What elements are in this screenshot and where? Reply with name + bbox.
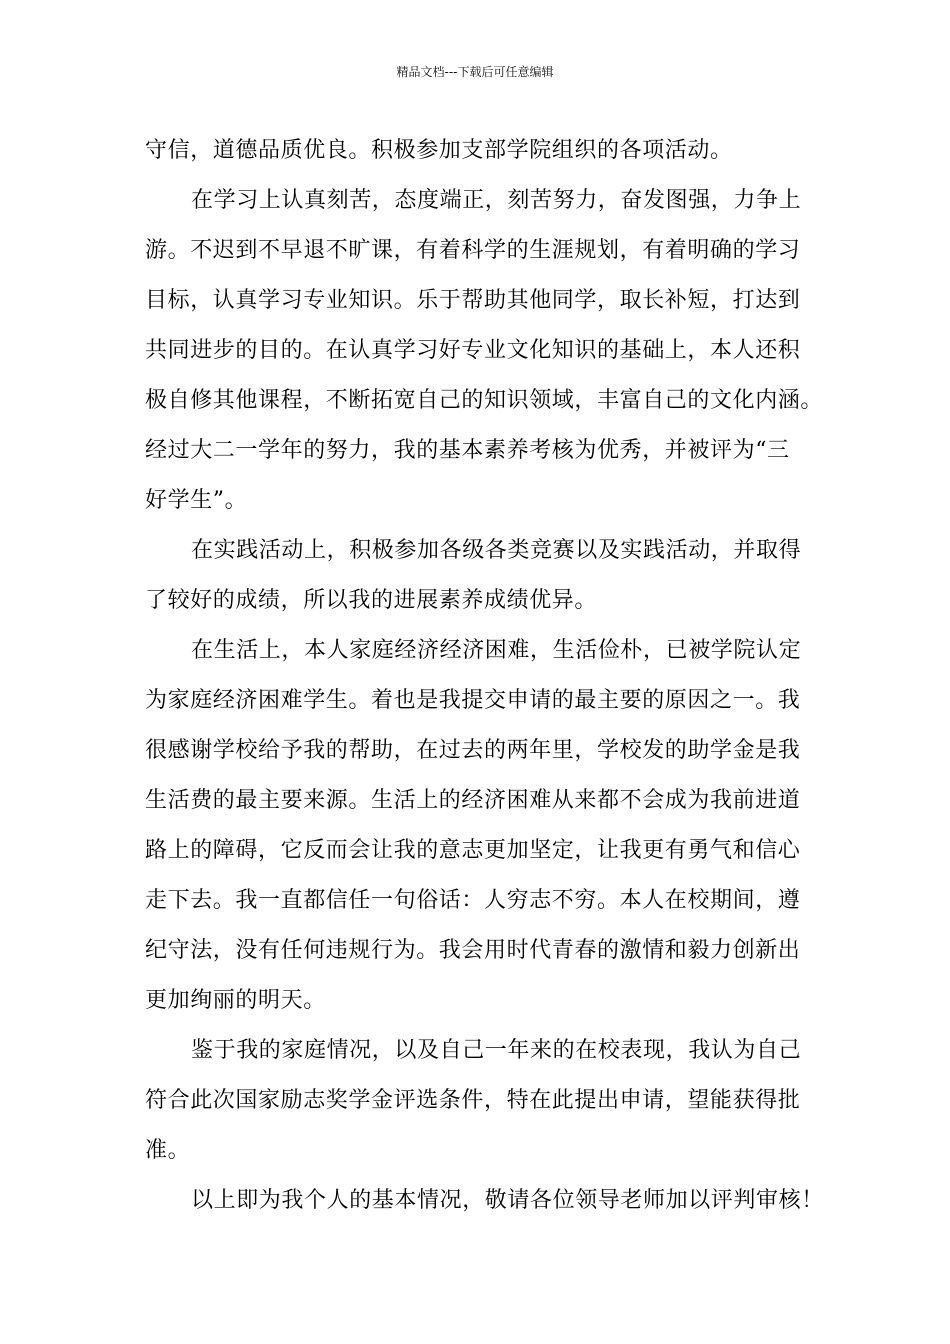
paragraph-start-line: 以上即为我个人的基本情况，敬请各位领导老师加以评判审核！ (191, 1188, 824, 1213)
text-line: 目标，认真学习专业知识。乐于帮助其他同学，取长补短，打达到 (145, 288, 801, 313)
page-header: 精品文档---下载后可任意编辑 (396, 65, 554, 79)
text-line: 共同进步的目的。在认真学习好专业文化知识的基础上，本人还积 (145, 338, 801, 363)
text-line: 经过大二一学年的努力，我的基本素养考核为优秀，并被评为“三 (145, 438, 790, 463)
paragraph-start-line: 鉴于我的家庭情况，以及自己一年来的在校表现，我认为自己 (191, 1038, 802, 1063)
paragraph-start-line: 在学习上认真刻苦，态度端正，刻苦努力，奋发图强，力争上 (191, 188, 802, 213)
text-line: 很感谢学校给予我的帮助，在过去的两年里，学校发的助学金是我 (145, 738, 801, 763)
text-line: 路上的障碍，它反而会让我的意志更加坚定，让我更有勇气和信心 (145, 838, 801, 863)
text-line: 极自修其他课程，不断拓宽自己的知识领域，丰富自己的文化内涵。 (145, 388, 824, 413)
paragraph-start-line: 在实践活动上，积极参加各级各类竞赛以及实践活动，并取得 (191, 538, 802, 563)
text-line: 为家庭经济困难学生。着也是我提交申请的最主要的原因之一。我 (145, 688, 801, 713)
text-line: 符合此次国家励志奖学金评选条件，特在此提出申请，望能获得批 (145, 1088, 801, 1113)
text-line: 纪守法，没有任何违规行为。我会用时代青春的激情和毅力创新出 (145, 938, 801, 963)
text-line: 好学生”。 (145, 488, 248, 513)
text-line: 了较好的成绩，所以我的进展素养成绩优异。 (145, 588, 598, 613)
text-line: 游。不迟到不早退不旷课，有着科学的生涯规划，有着明确的学习 (145, 238, 801, 263)
text-line: 生活费的最主要来源。生活上的经济困难从来都不会成为我前进道 (145, 788, 801, 813)
text-line: 更加绚丽的明天。 (145, 988, 326, 1013)
body-text (145, 126, 824, 1226)
text-line: 走下去。我一直都信任一句俗话：人穷志不穷。本人在校期间，遵 (145, 888, 801, 913)
paragraph-start-line: 在生活上，本人家庭经济经济困难，生活俭朴，已被学院认定 (191, 638, 802, 663)
text-line: 准。 (145, 1138, 191, 1163)
text-line: 守信，道德品质优良。积极参加支部学院组织的各项活动。 (145, 138, 733, 163)
